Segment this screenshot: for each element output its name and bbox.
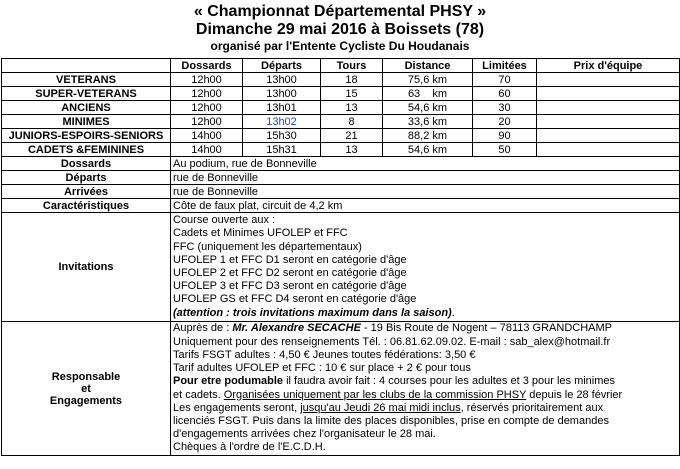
departs-cell: 15h31 (243, 143, 321, 157)
event-date-location: Dimanche 29 mai 2016 à Boissets (78) (195, 21, 485, 38)
header-prix-equipe: Prix d'équipe (537, 59, 680, 73)
contact-line (173, 322, 677, 335)
table-row (2, 101, 680, 115)
info-row-departs (2, 171, 680, 185)
category-cell: VETERANS (2, 73, 171, 87)
arrivees-label: Arrivées (2, 185, 171, 199)
departs-cell: 13h00 (243, 87, 321, 101)
invitations-row (2, 213, 680, 322)
arrivees-value: rue de Bonneville (171, 185, 680, 199)
header-limitees: Limitées (473, 59, 537, 73)
tarif-ufolep-line: Tarif adultes UFOLEP et FFC : 10 € sur place + 2 € pour tous (173, 362, 471, 375)
podium-line (173, 375, 677, 388)
responsable-label-line1: Responsable (51, 370, 121, 383)
licencies-line: licenciés FSGT. Puis dans la limite des places disponibles, prise en compte de demandes (173, 414, 609, 427)
departs-value: rue de Bonneville (171, 171, 680, 185)
table-row (2, 143, 680, 157)
podium-rest: il faudra avoir fait : 4 courses pour les adultes et 3 pour les minimes (283, 375, 616, 388)
responsable-row (2, 322, 680, 456)
invitation-line: UFOLEP GS et FFC D4 seront en catégorie d'âge (173, 293, 417, 306)
invitation-attention: (attention : trois invitations maximum dans la saison) (173, 306, 452, 319)
invitation-line: FFC (uniquement les départementaux) (173, 240, 362, 253)
header-distance: Distance (383, 59, 473, 73)
invitation-line: Cadets et Minimes UFOLEP et FFC (173, 227, 348, 240)
engagements-prefix: Les engagements seront, (173, 401, 301, 414)
distance-cell: 54,6 km (383, 143, 473, 157)
category-cell: CADETS &FEMININES (2, 143, 171, 157)
caracteristiques-value: Côte de faux plat, circuit de 4,2 km (171, 199, 680, 213)
info-row-caracteristiques (2, 199, 680, 213)
responsable-body (171, 322, 680, 456)
info-row-arrivees (2, 185, 680, 199)
invitations-label: Invitations (2, 213, 171, 322)
invitation-attention-line (173, 307, 677, 320)
prix-cell (537, 101, 680, 115)
invitations-body (171, 213, 680, 322)
invitation-line: UFOLEP 1 et FFC D1 seront en catégorie d'âge (173, 253, 407, 266)
table-row (2, 87, 680, 101)
limitees-cell: 70 (473, 73, 537, 87)
cadets-suffix: depuis le 28 février (526, 388, 623, 401)
responsable-label-line3: Engagements (49, 394, 123, 407)
distance-cell: 63 km (383, 87, 473, 101)
invitation-attention-end: . (451, 306, 455, 319)
tours-cell: 13 (321, 101, 383, 115)
tours-cell: 18 (321, 73, 383, 87)
prix-cell (537, 143, 680, 157)
header-dossards: Dossards (171, 59, 243, 73)
header-departs: Départs (243, 59, 321, 73)
dossards-label: Dossards (2, 157, 171, 171)
departs-cell: 15h30 (243, 129, 321, 143)
renseignements-line: Uniquement pour des renseignements Tél. : 06.81.62.09.02. E-mail : sab_alex@hotmail.fr (173, 335, 611, 348)
invitation-line: Course ouverte aux : (173, 214, 276, 227)
engagements-arrivees-line: d'engagements arrivées chez l'organisateur le 28 mai. (173, 428, 436, 441)
tours-cell: 13 (321, 143, 383, 157)
engagements-deadline: jusqu'au Jeudi 26 mai midi inclus (300, 401, 461, 414)
race-schedule-table (1, 58, 680, 456)
prix-cell (537, 115, 680, 129)
dossards-cell: 12h00 (171, 87, 243, 101)
distance-cell: 75,6 km (383, 73, 473, 87)
cadets-underline: Organisées uniquement par les clubs de la commission PHSY (223, 388, 527, 401)
contact-prefix: Auprès de : (173, 322, 233, 335)
table-row (2, 73, 680, 87)
dossards-cell: 12h00 (171, 73, 243, 87)
departs-cell: 13h00 (243, 73, 321, 87)
category-cell: JUNIORS-ESPOIRS-SENIORS (2, 129, 171, 143)
category-cell: MINIMES (2, 115, 171, 129)
cadets-prefix: et cadets. (173, 388, 224, 401)
limitees-cell: 50 (473, 143, 537, 157)
caracteristiques-label: Caractéristiques (2, 199, 171, 213)
header-tours: Tours (321, 59, 383, 73)
limitees-cell: 20 (473, 115, 537, 129)
dossards-cell: 14h00 (171, 129, 243, 143)
departs-label: Départs (2, 171, 171, 185)
dossards-cell: 12h00 (171, 101, 243, 115)
distance-cell: 54,6 km (383, 101, 473, 115)
header-blank-cell (2, 59, 171, 73)
invitation-line: UFOLEP 2 et FFC D2 seront en catégorie d'âge (173, 267, 407, 279)
responsable-label-line2: et (81, 382, 91, 395)
table-header-row (2, 59, 680, 73)
limitees-cell: 60 (473, 87, 537, 101)
prix-cell (537, 73, 680, 87)
tours-cell: 15 (321, 87, 383, 101)
prix-cell (537, 129, 680, 143)
contact-name: Mr. Alexandre SECACHE (232, 322, 361, 335)
departs-cell: 13h01 (243, 101, 321, 115)
departs-cell: 13h02 (243, 115, 321, 129)
limitees-cell: 30 (473, 101, 537, 115)
dossards-cell: 12h00 (171, 115, 243, 129)
limitees-cell: 90 (473, 129, 537, 143)
table-row (2, 129, 680, 143)
invitation-line: UFOLEP 3 et FFC D3 seront en catégorie d'âge (173, 280, 407, 293)
contact-address: - 19 Bis Route de Nogent – 78113 GRANDCHAMP (360, 322, 612, 335)
distance-cell: 33,6 km (383, 115, 473, 129)
page-title: « Championnat Départemental PHSY » (193, 3, 487, 20)
engagements-line (173, 402, 677, 415)
category-cell: ANCIENS (2, 101, 171, 115)
podium-bold: Pour etre podumable (173, 375, 284, 388)
prix-cell (537, 87, 680, 101)
distance-cell: 88,2 km (383, 129, 473, 143)
dossards-cell: 14h00 (171, 143, 243, 157)
table-row (2, 115, 680, 129)
dossards-value: Au podium, rue de Bonneville (171, 157, 680, 171)
responsable-label (2, 322, 171, 456)
cadets-line (173, 389, 677, 402)
tours-cell: 21 (321, 129, 383, 143)
tarifs-fsgt-line: Tarifs FSGT adultes : 4,50 € Jeunes toutes fédérations: 3,50 € (173, 348, 476, 361)
tours-cell: 8 (321, 115, 383, 129)
info-row-dossards (2, 157, 680, 171)
organizer-line: organisé par l'Entente Cycliste Du Houdanais (210, 39, 470, 53)
category-cell: SUPER-VETERANS (2, 87, 171, 101)
cheques-line: Chèques à l'ordre de l'E.C.D.H. (173, 441, 326, 454)
engagements-suffix: , réservés prioritairement aux (460, 401, 604, 414)
